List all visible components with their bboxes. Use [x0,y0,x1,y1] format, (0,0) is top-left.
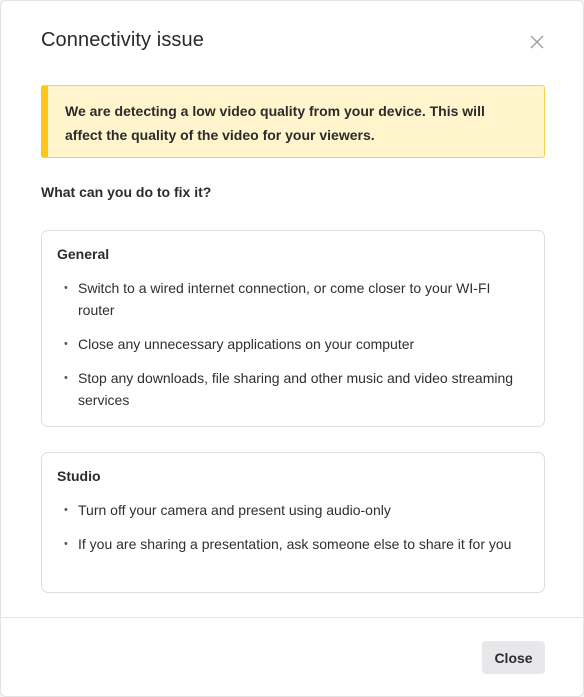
section-studio [41,452,545,593]
list-item: • If you are sharing a presentation, ask someone else to share it for you [62,533,530,555]
list-item: • Switch to a wired internet connection, or come closer to your WI-FI router [62,277,530,321]
section-general [41,230,545,427]
alert-message: We are detecting a low video quality from your device. This will affect the quality of the video for your viewers. [65,103,485,143]
close-icon[interactable] [527,32,547,52]
list-item: • Stop any downloads, file sharing and other music and video streaming services [62,367,530,411]
dialog-title: Connectivity issue [41,29,204,51]
footer-divider [1,617,583,618]
tips-list [62,499,530,567]
section-title: Studio [57,468,101,484]
section-title: General [57,246,110,262]
close-button[interactable]: Close [482,641,545,674]
list-item: • Close any unnecessary applications on your computer [62,333,530,355]
tips-list [62,277,530,423]
warning-alert [41,85,545,158]
fix-subheading: What can you do to fix it? [41,184,212,200]
list-item: • Turn off your camera and present using audio-only [62,499,530,521]
